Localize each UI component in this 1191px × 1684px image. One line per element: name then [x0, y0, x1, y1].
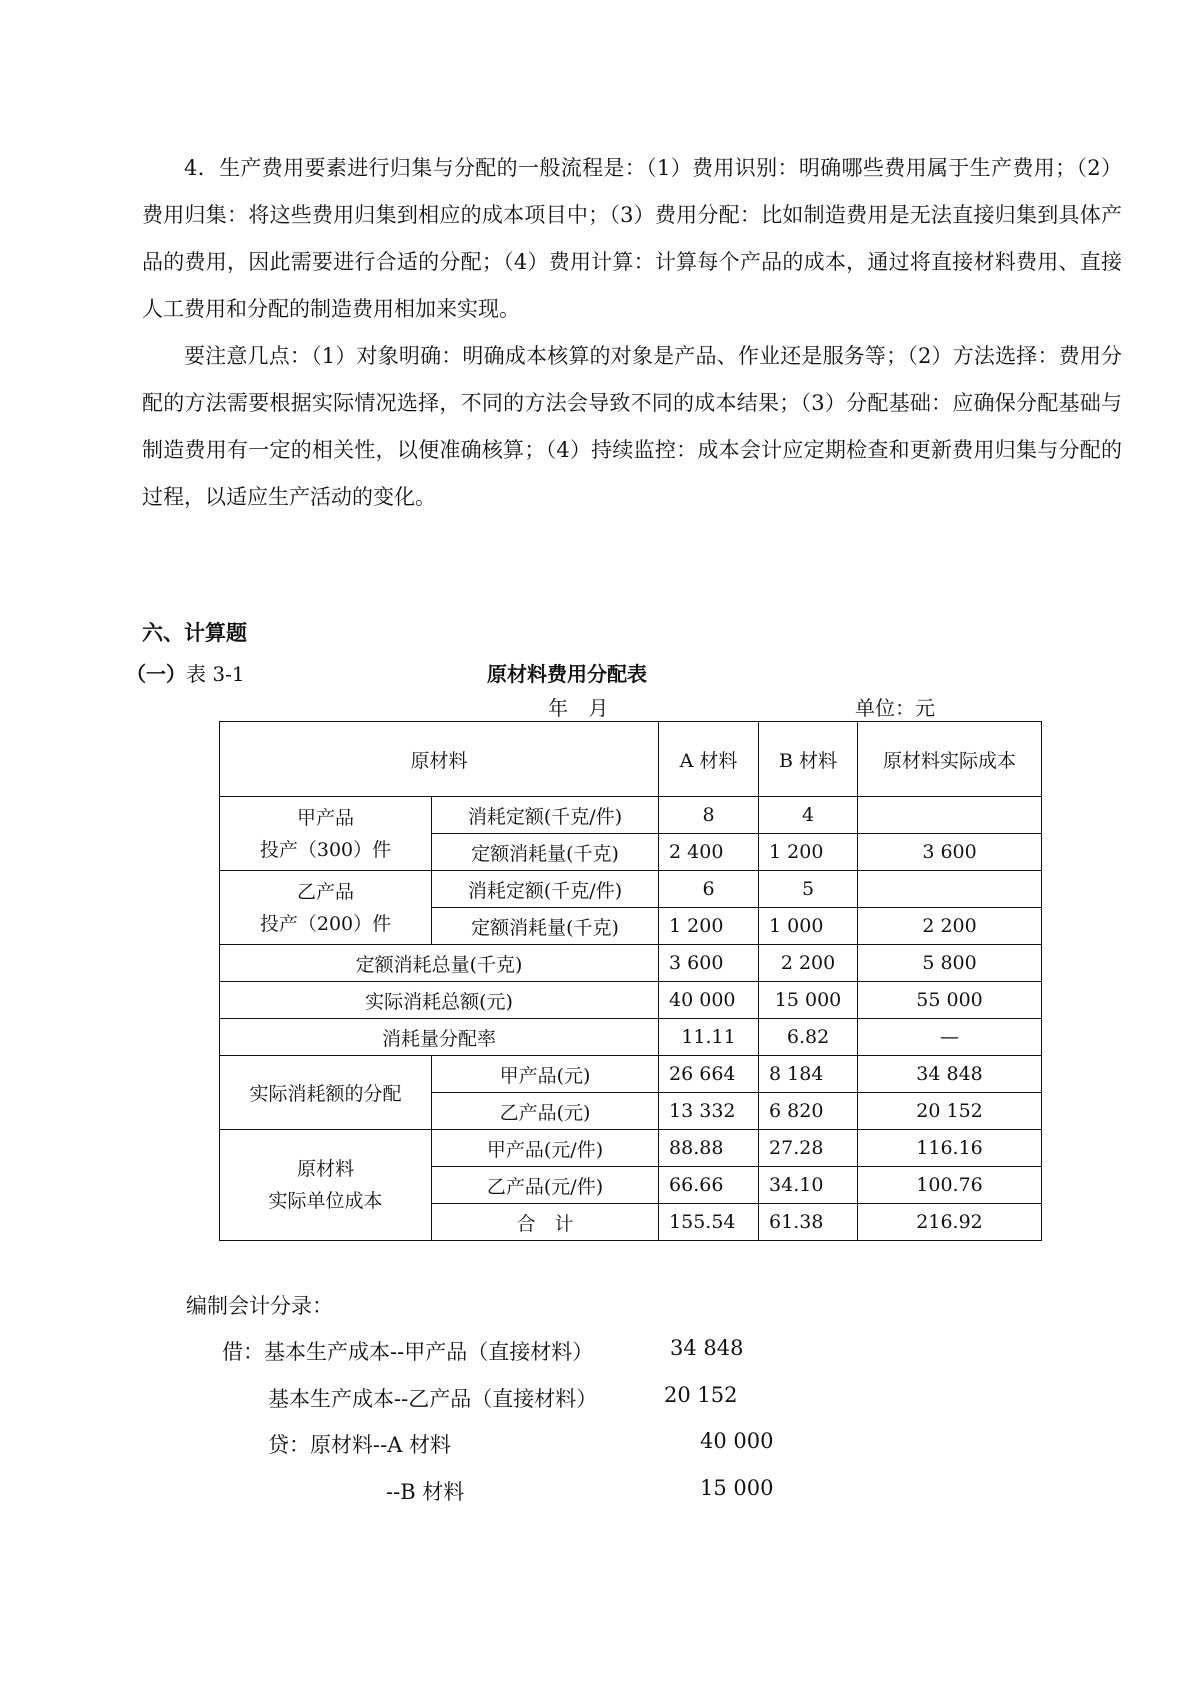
- cell-value: 3 600: [659, 945, 759, 982]
- cell-value: 3 600: [858, 834, 1042, 871]
- cell-value: —: [858, 1019, 1042, 1056]
- quota-label: 消耗定额(千克/件): [432, 797, 659, 834]
- distribution-label: 实际消耗额的分配: [220, 1056, 432, 1130]
- cell-value: 2 200: [759, 945, 858, 982]
- table-row: [220, 797, 1042, 834]
- journal-line-text: 借：基本生产成本--甲产品（直接材料）: [222, 1340, 594, 1364]
- cell-value: 13 332: [659, 1093, 759, 1130]
- cell-value: 55 000: [858, 982, 1042, 1019]
- unit-cost-label: [220, 1130, 432, 1241]
- cell-value: 4: [759, 797, 858, 834]
- cell-value: 2 400: [659, 834, 759, 871]
- row-label: 甲产品(元): [432, 1056, 659, 1093]
- header-material: 原材料: [220, 722, 659, 797]
- row-label: 定额消耗总量(千克): [220, 945, 659, 982]
- cell-value: 100.76: [858, 1167, 1042, 1204]
- quota-label: 消耗定额(千克/件): [432, 871, 659, 908]
- journal-line-amount: 15 000: [700, 1476, 774, 1500]
- journal-line-amount: 34 848: [670, 1336, 744, 1360]
- unit-line: 单位：元: [855, 696, 935, 720]
- qty-label: 定额消耗量(千克): [432, 908, 659, 945]
- cell-value: [858, 797, 1042, 834]
- cell-value: [858, 871, 1042, 908]
- cell-value: 155.54: [659, 1204, 759, 1241]
- journal-title: 编制会计分录：: [186, 1294, 333, 1318]
- table-row: [220, 945, 1042, 982]
- table-row: [220, 1019, 1042, 1056]
- date-line: 年 月: [548, 696, 609, 720]
- cell-value: 88.88: [659, 1130, 759, 1167]
- sub-heading-number: （一）: [126, 662, 186, 686]
- unit-cost-label-line2: 实际单位成本: [268, 1190, 383, 1212]
- product-yi-cell: [220, 871, 432, 945]
- cell-value: 1 200: [759, 834, 858, 871]
- journal-line-text: --B 材料: [386, 1480, 465, 1504]
- row-label: 甲产品(元/件): [432, 1130, 659, 1167]
- table-title: 原材料费用分配表: [487, 662, 647, 686]
- header-material-a: A 材料: [659, 722, 759, 797]
- journal-line-text: 贷：原材料--A 材料: [268, 1433, 452, 1457]
- cell-value: 8: [659, 797, 759, 834]
- journal-line-amount: 40 000: [700, 1429, 774, 1453]
- table-row: [220, 1056, 1042, 1093]
- sub-heading-label: 表 3-1: [186, 662, 245, 686]
- cell-value: 34 848: [858, 1056, 1042, 1093]
- cell-value: 2 200: [858, 908, 1042, 945]
- cell-value: 6: [659, 871, 759, 908]
- table-row: [220, 871, 1042, 908]
- journal-line-text: 基本生产成本--乙产品（直接材料）: [268, 1387, 598, 1411]
- sub-heading: [126, 658, 245, 687]
- qty-label: 定额消耗量(千克): [432, 834, 659, 871]
- cell-value: 216.92: [858, 1204, 1042, 1241]
- material-allocation-table: [219, 721, 1042, 1241]
- cell-value: 6 820: [759, 1093, 858, 1130]
- journal-line-amount: 20 152: [664, 1383, 738, 1407]
- product-jia-cell: [220, 797, 432, 871]
- paragraph-general-process: 4．生产费用要素进行归集与分配的一般流程是：（1）费用识别：明确哪些费用属于生产费用；（2）费用归集：将这些费用归集到相应的成本项目中；（3）费用分配：比如制造费用是无法直接归集到具体产品的费用，因此需要进行合适的分配；（4）费用计算：计算每个产品的成本，通过将直接材料费用、直接人工费用和分配的制造费用相加来实现。: [142, 156, 1122, 321]
- row-label: 消耗量分配率: [220, 1019, 659, 1056]
- cell-value: 5: [759, 871, 858, 908]
- cell-value: 116.16: [858, 1130, 1042, 1167]
- row-label: 乙产品(元/件): [432, 1167, 659, 1204]
- cell-value: 20 152: [858, 1093, 1042, 1130]
- cell-value: 1 200: [659, 908, 759, 945]
- paragraph-notes: 要注意几点：（1）对象明确：明确成本核算的对象是产品、作业还是服务等；（2）方法选择：费用分配的方法需要根据实际情况选择，不同的方法会导致不同的成本结果；（3）分配基础：应确保分配基础与制造费用有一定的相关性，以便准确核算；（4）持续监控：成本会计应定期检查和更新费用归集与分配的过程，以适应生产活动的变化。: [142, 344, 1122, 509]
- cell-value: 40 000: [659, 982, 759, 1019]
- product-jia-output: 投产（300）件: [259, 838, 392, 861]
- cell-value: 6.82: [759, 1019, 858, 1056]
- cell-value: 5 800: [858, 945, 1042, 982]
- cell-value: 1 000: [759, 908, 858, 945]
- header-material-b: B 材料: [759, 722, 858, 797]
- product-yi-output: 投产（200）件: [259, 912, 392, 935]
- cell-value: 15 000: [759, 982, 858, 1019]
- section-heading: 六、计算题: [142, 620, 247, 645]
- cell-value: 61.38: [759, 1204, 858, 1241]
- cell-value: 8 184: [759, 1056, 858, 1093]
- cell-value: 11.11: [659, 1019, 759, 1056]
- cell-value: 27.28: [759, 1130, 858, 1167]
- product-jia-name: 甲产品: [296, 806, 354, 829]
- header-actual-cost: 原材料实际成本: [858, 722, 1042, 797]
- row-label: 合 计: [432, 1204, 659, 1241]
- unit-cost-label-line1: 原材料: [296, 1158, 354, 1180]
- product-yi-name: 乙产品: [296, 880, 354, 903]
- table-header-row: [220, 722, 1042, 797]
- cell-value: 26 664: [659, 1056, 759, 1093]
- cell-value: 34.10: [759, 1167, 858, 1204]
- table-row: [220, 1130, 1042, 1167]
- table-row: [220, 982, 1042, 1019]
- row-label: 乙产品(元): [432, 1093, 659, 1130]
- cell-value: 66.66: [659, 1167, 759, 1204]
- row-label: 实际消耗总额(元): [220, 982, 659, 1019]
